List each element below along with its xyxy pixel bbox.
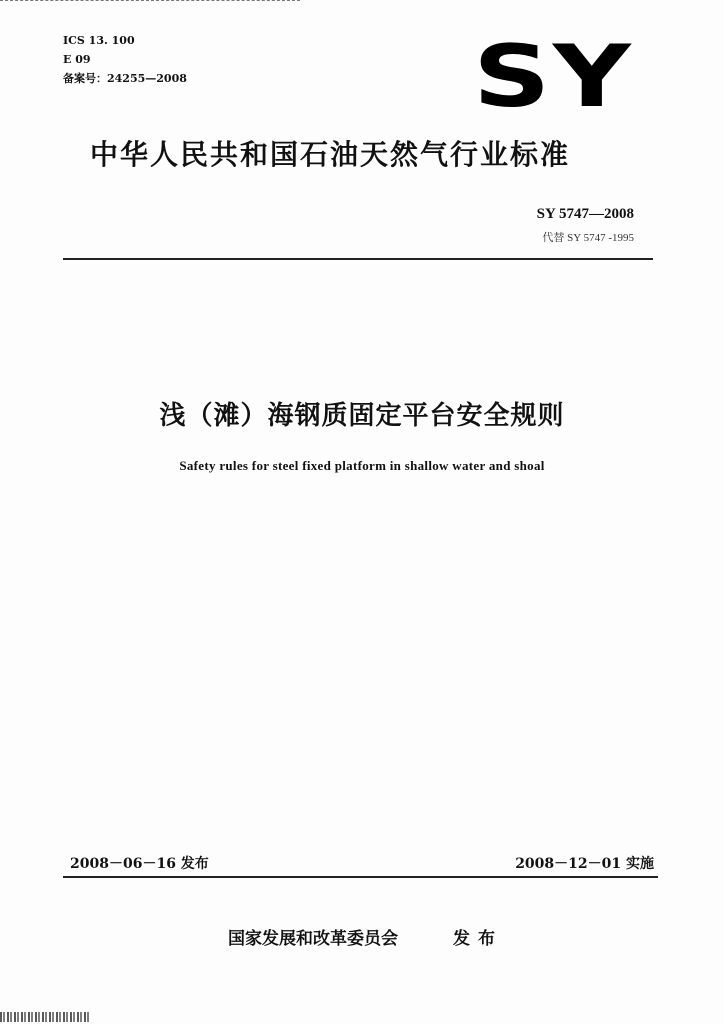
ics-code: ICS 13. 100 (63, 34, 135, 47)
document-title-chinese: 浅（滩）海钢质固定平台安全规则 (159, 401, 565, 431)
replaced-standard: 代替 SY 5747 -1995 (542, 232, 634, 244)
standard-number: SY 5747—2008 (536, 206, 634, 222)
publisher-name: 国家发展和改革委员会 (228, 929, 398, 949)
publish-label: 发布 (453, 929, 503, 949)
document-title-english: Safety rules for steel fixed platform in shallow water and shoal (179, 458, 545, 473)
implementation-date: 2008－12－01 实施 (515, 856, 654, 872)
sy-logo: SY (473, 27, 634, 127)
filing-number: 备案号：24255—2008 (63, 72, 187, 85)
issue-date: 2008－06－16 发布 (70, 856, 209, 872)
scan-edge-line (0, 0, 300, 3)
ccs-code: E 09 (63, 53, 91, 66)
scan-artifact (0, 1012, 90, 1022)
bottom-divider (63, 876, 658, 878)
top-divider (63, 258, 653, 260)
organization-title: 中华人民共和国石油天然气行业标准 (90, 138, 571, 171)
classification-block (63, 31, 187, 88)
